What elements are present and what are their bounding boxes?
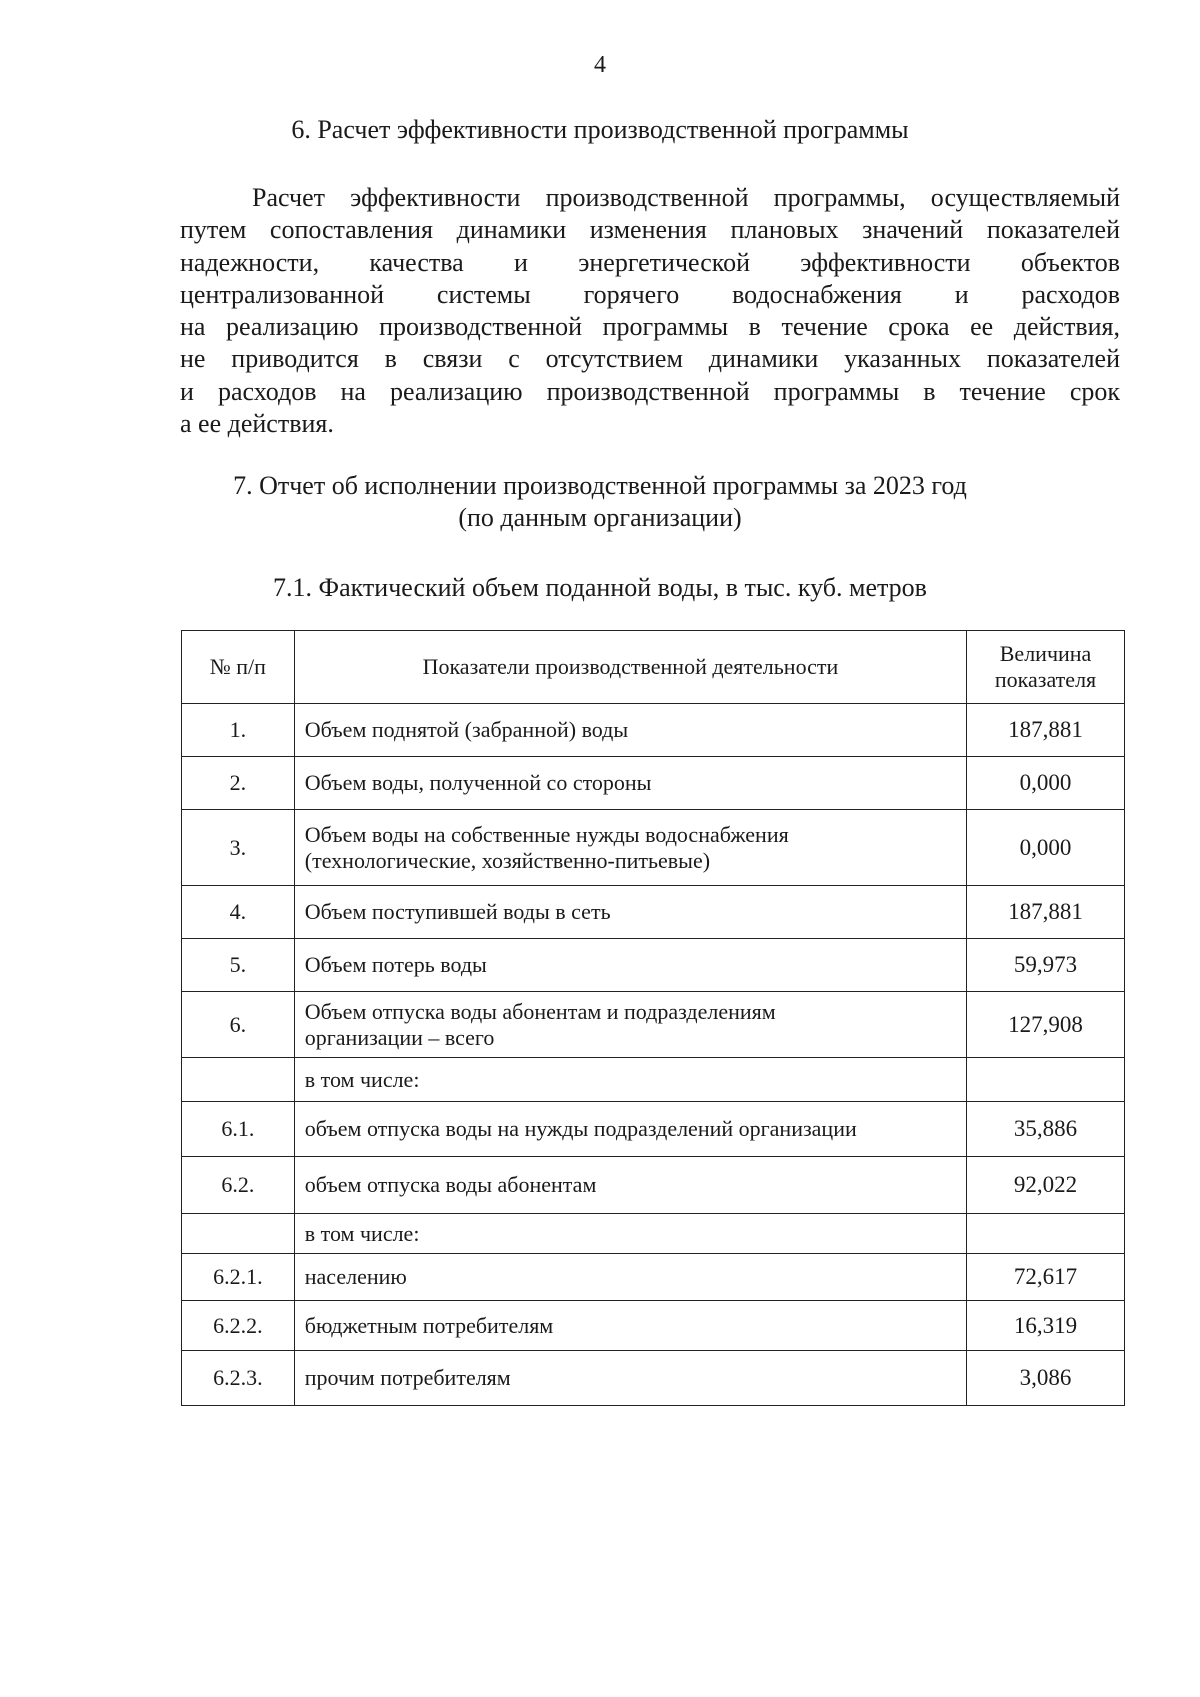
row-label: Объем поступившей воды в сеть [294, 886, 966, 939]
header-value [967, 631, 1125, 704]
section-7-1-subheading: 7.1. Фактический объем поданной воды, в тыс. куб. метров [273, 573, 927, 602]
row-value: 35,886 [967, 1102, 1125, 1157]
header-value-line: Величина [999, 641, 1092, 666]
section-6-heading: 6. Расчет эффективности производственной программы [291, 115, 909, 144]
table-row [182, 1351, 1125, 1406]
paragraph-line: путем сопоставления динамики изменения плановых значений показателей [180, 215, 1120, 245]
table-row [182, 810, 1125, 886]
water-volume-table [181, 630, 1125, 1406]
row-label: объем отпуска воды на нужды подразделений организации [294, 1102, 966, 1157]
table-row [182, 757, 1125, 810]
row-number: 6.2.1. [182, 1254, 295, 1301]
paragraph-line: надежности, качества и энергетической эффективности объектов [180, 247, 1120, 277]
table-row [182, 1102, 1125, 1157]
row-number: 3. [182, 810, 295, 886]
section-6-paragraph [180, 182, 1120, 440]
paragraph-line: централизованной системы горячего водоснабжения и расходов [180, 279, 1120, 309]
row-value: 3,086 [967, 1351, 1125, 1406]
section-7-heading-line: 7. Отчет об исполнении производственной программы за 2023 год [233, 471, 967, 500]
row-number [182, 1058, 295, 1102]
page-number: 4 [594, 52, 606, 78]
section-7-heading-line: (по данным организации) [458, 503, 742, 532]
header-indicator: Показатели производственной деятельности [294, 631, 966, 704]
row-label: Объем воды, полученной со стороны [294, 757, 966, 810]
section-7-heading [0, 470, 1200, 534]
table-row [182, 992, 1125, 1058]
row-value: 0,000 [967, 757, 1125, 810]
row-value: 16,319 [967, 1301, 1125, 1351]
row-label: бюджетным потребителям [294, 1301, 966, 1351]
row-value: 187,881 [967, 886, 1125, 939]
row-label: населению [294, 1254, 966, 1301]
header-value-line: показателя [994, 667, 1097, 692]
row-label: в том числе: [294, 1058, 966, 1102]
paragraph-line: не приводится в связи с отсутствием динамики указанных показателей [180, 344, 1120, 374]
table-row [182, 939, 1125, 992]
table-row [182, 1254, 1125, 1301]
row-number: 6.2.2. [182, 1301, 295, 1351]
table-row [182, 886, 1125, 939]
row-label: Объем поднятой (забранной) воды [294, 704, 966, 757]
row-value: 187,881 [967, 704, 1125, 757]
row-label: Объем потерь воды [294, 939, 966, 992]
table-row [182, 1301, 1125, 1351]
paragraph-line: Расчет эффективности производственной программы, осуществляемый [252, 183, 1120, 212]
row-label: Объем отпуска воды абонентам и подразделениям организации – всего [294, 992, 966, 1058]
row-value: 72,617 [967, 1254, 1125, 1301]
row-number: 4. [182, 886, 295, 939]
row-label: Объем воды на собственные нужды водоснабжения (технологические, хозяйственно-питьевые) [294, 810, 966, 886]
paragraph-line: и расходов на реализацию производственной программы в течение срок [180, 376, 1120, 406]
table-row [182, 1157, 1125, 1214]
row-label: объем отпуска воды абонентам [294, 1157, 966, 1214]
row-value: 127,908 [967, 992, 1125, 1058]
row-number: 6.2.3. [182, 1351, 295, 1406]
paragraph-line: на реализацию производственной программы в течение срока ее действия, [180, 312, 1120, 342]
row-number: 5. [182, 939, 295, 992]
row-value [967, 1214, 1125, 1254]
table-row [182, 1214, 1125, 1254]
row-number: 1. [182, 704, 295, 757]
row-number [182, 1214, 295, 1254]
row-value: 0,000 [967, 810, 1125, 886]
table-header-row [182, 631, 1125, 704]
row-value [967, 1058, 1125, 1102]
row-number: 6.2. [182, 1157, 295, 1214]
row-label: прочим потребителям [294, 1351, 966, 1406]
row-label: в том числе: [294, 1214, 966, 1254]
table-row [182, 1058, 1125, 1102]
row-number: 6.1. [182, 1102, 295, 1157]
row-number: 2. [182, 757, 295, 810]
header-number: № п/п [182, 631, 295, 704]
paragraph-line: а ее действия. [180, 409, 334, 439]
row-value: 92,022 [967, 1157, 1125, 1214]
row-number: 6. [182, 992, 295, 1058]
row-value: 59,973 [967, 939, 1125, 992]
table-row [182, 704, 1125, 757]
